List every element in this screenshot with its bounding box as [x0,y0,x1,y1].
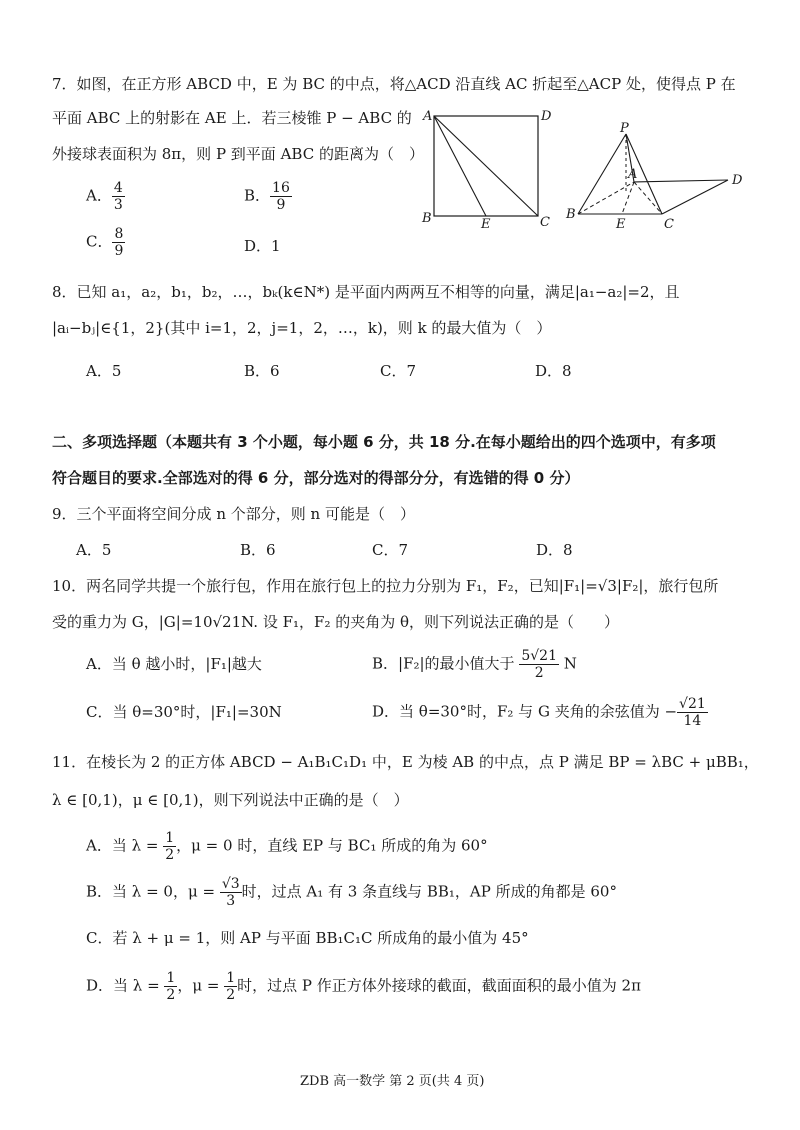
q9-option-c: C．7 [372,541,409,559]
q7-option-b-denominator: 9 [276,197,286,213]
q11-option-b-text: B．当 λ = 0，μ = [86,882,216,901]
q11-option-b [86,876,617,909]
q11-option-a-denominator: 2 [165,847,175,863]
q7-option-a-label: A． [86,186,112,205]
q10-option-a: A．当 θ 越小时，|F₁|越大 [86,655,262,673]
q9-option-d: D．8 [536,541,573,559]
edge-ac-hidden [634,182,662,214]
q10-option-b [372,648,577,681]
q11-option-d-fraction-lambda [164,970,177,1003]
fig2-label-d: D [732,173,743,188]
q11-option-d-fraction-mu [224,970,237,1003]
q7-option-b-numerator: 16 [272,180,290,196]
diagonal-ac [434,116,538,216]
q10-option-b-text: B．|F₂|的最小值大于 [372,654,515,673]
fig2-label-p: P [620,121,629,136]
q7-option-c-fraction [112,226,125,259]
q8-option-a: A．5 [86,362,122,380]
q8-stem-line1: 8．已知 a₁，a₂，b₁，b₂，…，bₖ(k∈N*) 是平面内两两互不相等的向量，满足|a₁−a₂|=2，且 [52,283,680,301]
fig1-label-c: C [540,215,550,230]
q9-stem: 9．三个平面将空间分成 n 个部分，则 n 可能是（ ） [52,505,415,523]
q8-option-d: D．8 [535,362,572,380]
q7-option-b-fraction [270,180,292,213]
section-2-heading-line2: 符合题目的要求.全部选对的得 6 分，部分选对的得部分分，有选错的得 0 分） [52,469,580,487]
edge-pb [578,134,626,214]
q11-option-d-numerator-1: 1 [166,970,176,986]
q8-stem-line2: |aᵢ−bⱼ|∈{1，2}(其中 i=1，2，j=1，2，…，k)，则 k 的最大值为（ ） [52,319,552,337]
edge-ad [634,180,728,182]
q10-option-b-denominator: 2 [534,665,544,681]
edge-ab-hidden [578,182,634,214]
q11-option-a-rest: ，μ = 0 时，直线 EP 与 BC₁ 所成的角为 60° [176,836,488,855]
q7-option-a-denominator: 3 [113,197,123,213]
fig2-label-e: E [616,217,626,232]
q8-option-c: C．7 [380,362,417,380]
q11-stem-line1: 11．在棱长为 2 的正方体 ABCD − A₁B₁C₁D₁ 中，E 为棱 AB 的中点，点 P 满足 BP = λBC + μBB₁， [52,753,759,771]
fig1-label-a: A [423,109,433,124]
page-footer: ZDB 高一数学 第 2 页(共 4 页) [300,1074,485,1089]
q7-figure-pyramid [560,120,750,232]
fig1-label-e: E [481,217,491,230]
q11-option-a-numerator: 1 [165,830,175,846]
q7-option-a [86,180,125,213]
q11-option-a-fraction [163,830,176,863]
q9-option-a: A．5 [76,541,112,559]
q10-option-b-fraction [519,648,559,681]
q7-stem-line1: 7．如图，在正方形 ABCD 中，E 为 BC 的中点，将△ACD 沿直线 AC 折起至△ACP 处，使得点 P 在 [52,75,736,93]
q11-option-b-numerator: √3 [221,876,240,892]
q10-option-b-unit: N [563,654,577,673]
segment-ae [434,116,486,216]
q11-option-b-fraction [220,876,242,909]
q10-option-c: C．当 θ=30°时，|F₁|=30N [86,703,282,721]
fig2-label-b: B [566,207,576,222]
q10-option-d-fraction [677,696,708,729]
q10-option-d-numerator: √21 [679,696,706,712]
q8-option-b: B．6 [244,362,280,380]
q11-stem-line2: λ ∈ [0,1)，μ ∈ [0,1)，则下列说法中正确的是（ ） [52,791,409,809]
q7-option-c-label: C． [86,232,113,251]
q11-option-b-rest: 时，过点 A₁ 有 3 条直线与 BB₁，AP 所成的角都是 60° [241,882,617,901]
q10-stem-line2: 受的重力为 G，|G|=10√21N. 设 F₁，F₂ 的夹角为 θ，则下列说法正确的是（ ） [52,613,620,631]
q7-option-c [86,226,125,259]
q11-option-b-denominator: 3 [226,893,236,909]
q7-option-b-label: B． [244,186,271,205]
q7-option-c-denominator: 9 [114,243,124,259]
q11-option-d-mid: ，μ = [177,976,220,995]
fig1-label-d: D [541,109,552,124]
q10-option-d [372,696,708,729]
q7-option-c-numerator: 8 [114,226,124,242]
q9-option-b: B．6 [240,541,276,559]
q11-option-a [86,830,488,863]
q11-option-a-text: A．当 λ = [86,836,159,855]
q7-stem-line2: 平面 ABC 上的射影在 AE 上．若三棱锥 P − ABC 的 [52,109,412,127]
q7-option-a-numerator: 4 [113,180,123,196]
section-2-heading-line1: 二、多项选择题（本题共有 3 个小题，每小题 6 分，共 18 分.在每小题给出的四个选项中，有多项 [52,433,716,451]
q10-option-b-numerator: 5√21 [521,648,557,664]
q10-option-d-text: D．当 θ=30°时，F₂ 与 G 夹角的余弦值为 − [372,702,678,721]
q10-stem-line1: 10．两名同学共提一个旅行包，作用在旅行包上的拉力分别为 F₁，F₂，已知|F₁|=√3|F₂|，旅行包所 [52,577,719,595]
q7-option-a-fraction [112,180,125,213]
q7-stem-line3: 外接球表面积为 8π，则 P 到平面 ABC 的距离为（ ） [52,145,424,163]
q11-option-d-denominator-1: 2 [166,987,176,1003]
q11-option-d-denominator-2: 2 [226,987,236,1003]
fig1-label-b: B [422,211,432,226]
q7-option-b [244,180,292,213]
q7-figure-square [418,104,560,230]
edge-ae-hidden [622,182,634,214]
q10-option-d-denominator: 14 [683,713,702,729]
q11-option-c: C．若 λ + μ = 1，则 AP 与平面 BB₁C₁C 所成角的最小值为 45° [86,929,529,947]
q11-option-d [86,970,641,1003]
q7-option-d: D．1 [244,237,281,255]
q11-option-d-rest: 时，过点 P 作正方体外接球的截面，截面面积的最小值为 2π [237,976,641,995]
edge-cd [662,180,728,214]
q11-option-d-numerator-2: 1 [226,970,236,986]
fig2-label-c: C [664,217,674,232]
q11-option-d-text: D．当 λ = [86,976,160,995]
fig2-label-a: A [628,167,638,182]
